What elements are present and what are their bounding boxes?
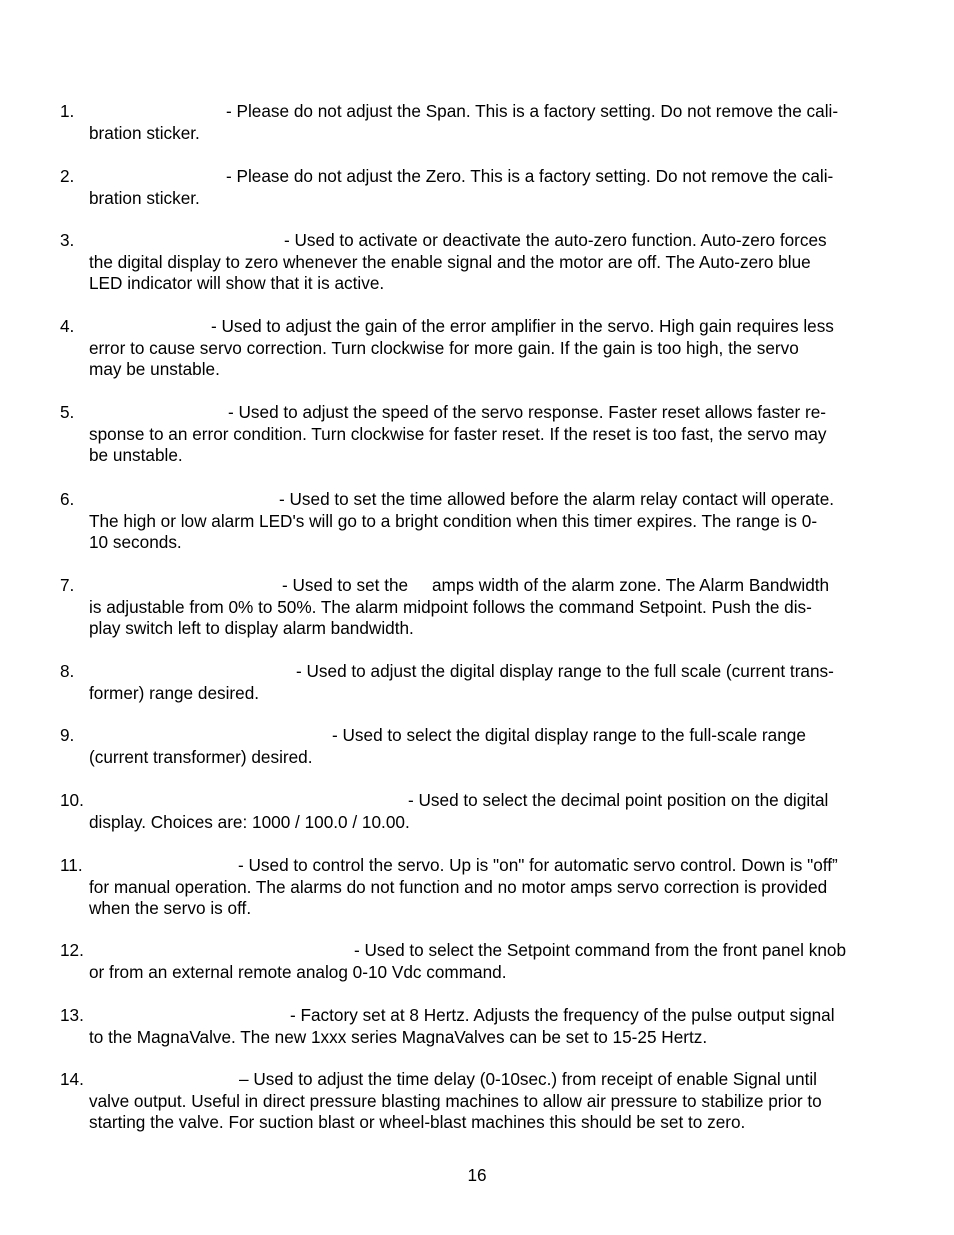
item-number: 9. bbox=[60, 725, 75, 745]
item-text-line: former) range desired. bbox=[89, 682, 260, 703]
item-text-line: - Please do not adjust the Span. This is a factory setting. Do not remove the cali- bbox=[226, 101, 839, 121]
item-text-line: for manual operation. The alarms do not function and no motor amps servo correction is provided bbox=[89, 876, 828, 897]
item-text-line: play switch left to display alarm bandwidth. bbox=[89, 618, 414, 639]
item-text-line: or from an external remote analog 0-10 Vdc command. bbox=[89, 961, 507, 982]
item-number: 12. bbox=[60, 940, 84, 960]
item-text-line: may be unstable. bbox=[89, 359, 220, 380]
item-text-line: - Used to adjust the speed of the servo response. Faster reset allows faster re- bbox=[228, 402, 827, 422]
item-text-line: sponse to an error condition. Turn clockwise for faster reset. If the reset is too fast, the servo may bbox=[89, 423, 827, 444]
item-text-line: - Used to activate or deactivate the auto-zero function. Auto-zero forces bbox=[284, 230, 827, 250]
item-text-line: - Used to adjust the digital display range to the full scale (current trans- bbox=[296, 661, 834, 681]
item-text-line: valve output. Useful in direct pressure blasting machines to allow air pressure to stabilize prior to bbox=[89, 1090, 822, 1111]
item-number: 8. bbox=[60, 661, 75, 681]
item-text-line: bration sticker. bbox=[89, 187, 200, 208]
item-text-line: - Used to adjust the gain of the error amplifier in the servo. High gain requires less bbox=[211, 316, 834, 336]
item-text-line: 10 seconds. bbox=[89, 532, 182, 553]
item-text-line: (current transformer) desired. bbox=[89, 746, 313, 767]
item-number: 2. bbox=[60, 166, 75, 186]
item-number: 6. bbox=[60, 489, 75, 509]
item-number: 4. bbox=[60, 316, 75, 336]
item-text-line: - Used to set the time allowed before the alarm relay contact will operate. bbox=[279, 489, 835, 509]
item-text-line: - Used to control the servo. Up is "on" for automatic servo control. Down is "off” bbox=[238, 855, 838, 875]
item-text-line: - Used to select the Setpoint command from the front panel knob bbox=[354, 940, 847, 960]
item-text-line: - Used to select the decimal point position on the digital bbox=[408, 790, 829, 810]
item-text-line: bration sticker. bbox=[89, 122, 200, 143]
item-text-line: to the MagnaValve. The new 1xxx series MagnaValves can be set to 15-25 Hertz. bbox=[89, 1026, 708, 1047]
item-number: 14. bbox=[60, 1069, 84, 1089]
item-number: 5. bbox=[60, 402, 75, 422]
item-text-line: - Used to select the digital display range to the full-scale range bbox=[332, 725, 806, 745]
item-text-line: LED indicator will show that it is active. bbox=[89, 273, 385, 294]
item-text-line: display. Choices are: 1000 / 100.0 / 10.00. bbox=[89, 811, 410, 832]
item-text-line: starting the valve. For suction blast or wheel-blast machines this should be set to zero. bbox=[89, 1112, 746, 1133]
item-text-line: be unstable. bbox=[89, 445, 183, 466]
item-number: 11. bbox=[60, 855, 83, 875]
item-text-line: The high or low alarm LED's will go to a bright condition when this timer expires. The range is 0- bbox=[89, 510, 818, 531]
item-number: 1. bbox=[60, 101, 75, 121]
item-text-line: - Please do not adjust the Zero. This is a factory setting. Do not remove the cali- bbox=[226, 166, 834, 186]
item-number: 7. bbox=[60, 575, 75, 595]
page-number: 16 bbox=[467, 1165, 487, 1185]
item-number: 13. bbox=[60, 1005, 84, 1025]
item-text-line: – Used to adjust the time delay (0-10sec.) from receipt of enable Signal until bbox=[239, 1069, 817, 1089]
item-text-line: is adjustable from 0% to 50%. The alarm midpoint follows the command Setpoint. Push the dis- bbox=[89, 596, 812, 617]
item-number: 10. bbox=[60, 790, 84, 810]
item-text-line: error to cause servo correction. Turn clockwise for more gain. If the gain is too high, the servo bbox=[89, 337, 799, 358]
item-number: 3. bbox=[60, 230, 75, 250]
item-text-line: the digital display to zero whenever the enable signal and the motor are off. The Auto-zero blue bbox=[89, 251, 811, 272]
item-text-line: - Factory set at 8 Hertz. Adjusts the frequency of the pulse output signal bbox=[290, 1005, 835, 1025]
item-text-line: - Used to set the amps width of the alarm zone. The Alarm Bandwidth bbox=[282, 575, 830, 595]
item-text-line: when the servo is off. bbox=[89, 898, 252, 919]
